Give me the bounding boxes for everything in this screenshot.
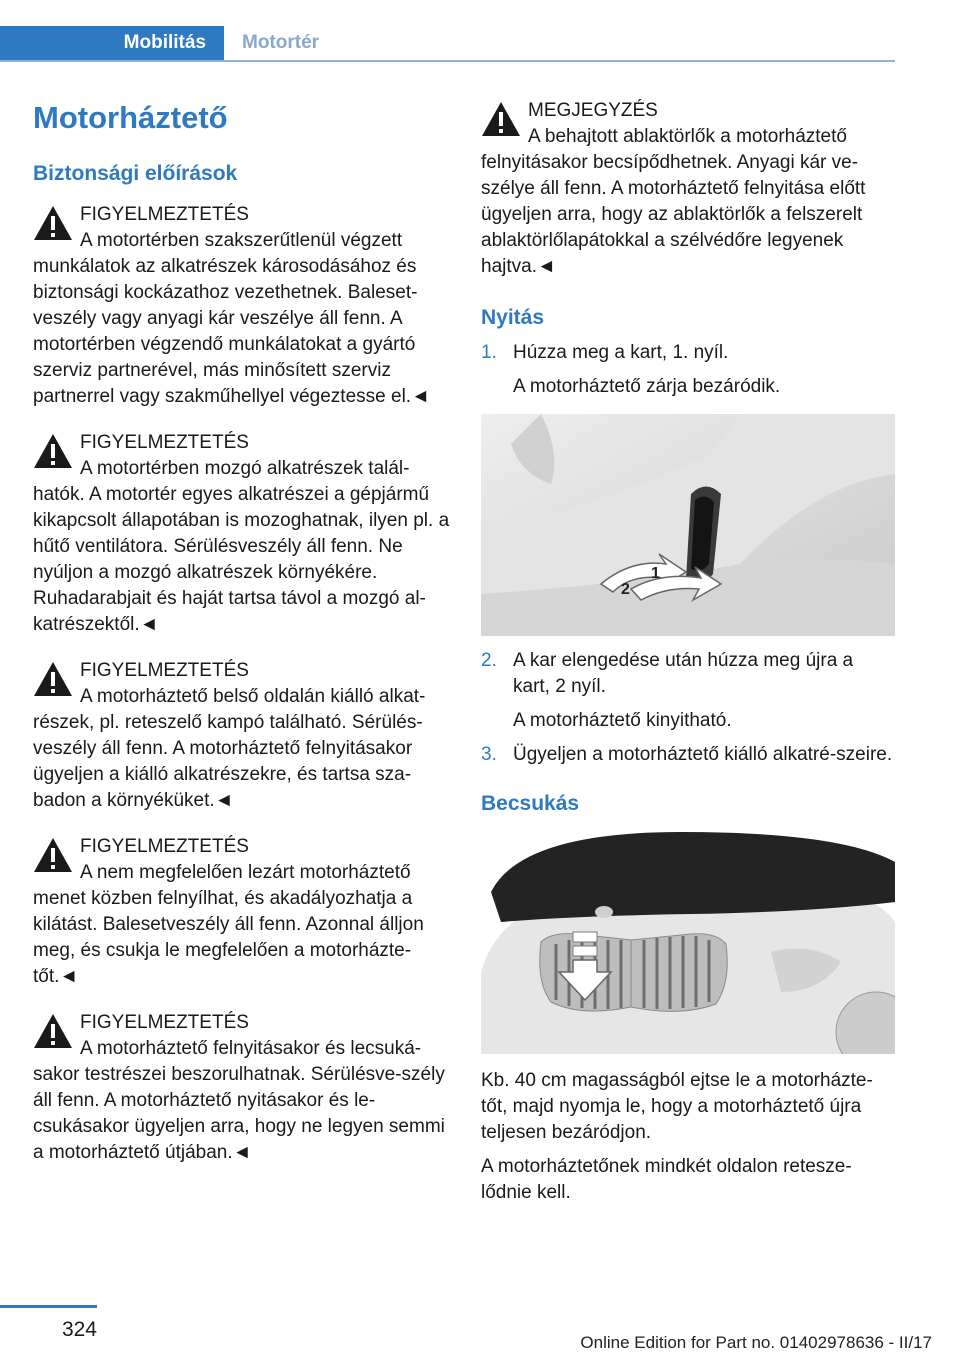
warning-triangle-icon xyxy=(33,205,73,241)
section-heading-safety: Biztonsági előírások xyxy=(33,162,238,185)
step-text: Ügyeljen a motorháztető kiálló alkatré-szeire. xyxy=(513,744,893,765)
step-number: 2. xyxy=(481,650,497,671)
warning-text: A motortérben mozgó alkatrészek talál-hatók. A motortér egyes alkatrészei a gépjármű kikapcsolt állapotában is mozoghatnak, ilyen pl. a hűtő ventilátora. Sérülésveszély áll fenn. Ne nyúljon a mozgó alkatrészek környékére. Ruhadarabjait és haját tartsa távol a mozgó al-katrészektől.◄ xyxy=(33,458,450,635)
warning-block-3 xyxy=(33,658,451,814)
closing-hood-image xyxy=(481,832,895,1054)
closing-hood-illustration xyxy=(481,832,895,1054)
tab-motorter[interactable]: Motortér xyxy=(242,32,320,53)
section-heading-opening: Nyitás xyxy=(481,306,545,329)
section-heading-closing: Becsukás xyxy=(481,792,580,815)
note-block xyxy=(481,98,895,280)
warning-block-1 xyxy=(33,202,451,410)
warning-label: FIGYELMEZTETÉS xyxy=(80,1012,249,1033)
warning-triangle-icon xyxy=(33,433,73,469)
header-rule xyxy=(0,60,895,62)
step-result: A motorháztető zárja bezáródik. xyxy=(513,376,781,397)
step-2 xyxy=(481,648,895,734)
page-number: 324 xyxy=(61,1318,97,1341)
header-tabs xyxy=(0,26,895,62)
step-number: 1. xyxy=(481,342,497,363)
warning-text: A motorháztető belső oldalán kiálló alkat-részek, pl. reteszelő kampó található. Sérülés-veszély áll fenn. A motorháztető felnyitásakor ügyeljen a kiálló alkatrészekre, és tartsa sza-badon a környéküket.◄ xyxy=(33,686,426,811)
warning-label: FIGYELMEZTETÉS xyxy=(80,836,249,857)
warning-block-2 xyxy=(33,430,451,638)
figure-label-2: 2 xyxy=(621,581,630,598)
step-number: 3. xyxy=(481,744,497,765)
warning-label: FIGYELMEZTETÉS xyxy=(80,432,249,453)
opening-steps xyxy=(481,340,895,400)
tab-mobilitas[interactable]: Mobilitás xyxy=(0,26,224,60)
page-title: Motorháztető xyxy=(33,100,228,135)
edition-text: Online Edition for Part no. 01402978636 - II/17 xyxy=(580,1333,932,1352)
warning-block-4 xyxy=(33,834,451,990)
hood-release-lever-image xyxy=(481,414,895,636)
opening-steps-continued xyxy=(481,648,895,768)
closing-paragraph-2: A motorháztetőnek mindkét oldalon retesze-lődnie kell. xyxy=(481,1156,852,1203)
warning-block-5 xyxy=(33,1010,451,1166)
warning-triangle-icon xyxy=(33,1013,73,1049)
warning-triangle-icon xyxy=(481,101,521,137)
step-text: A kar elengedése után húzza meg újra a kart, 2 nyíl. xyxy=(513,650,854,697)
step-3 xyxy=(481,742,895,768)
figure-label-1: 1 xyxy=(651,565,660,582)
warning-triangle-icon xyxy=(33,837,73,873)
warning-label: FIGYELMEZTETÉS xyxy=(80,660,249,681)
step-text: Húzza meg a kart, 1. nyíl. xyxy=(513,342,729,363)
warning-text: A motortérben szakszerűtlenül végzett munkálatok az alkatrészek károsodásához és biztonsági kockázathoz vezethetnek. Baleset-veszély vagy anyagi kár veszélye áll fenn. A motortérben végzendő munkálatokat a gyártó szerviz partnerével, más minősített szerviz partnerrel vagy szakműhellyel végeztesse el.◄ xyxy=(33,230,430,407)
right-column xyxy=(481,98,895,1206)
note-label: MEGJEGYZÉS xyxy=(528,100,658,121)
closing-paragraph-1: Kb. 40 cm magasságból ejtse le a motorházte-tőt, majd nyomja le, hogy a motorháztető újra teljesen bezáródjon. xyxy=(481,1070,873,1143)
footer-rule xyxy=(0,1305,97,1308)
left-column xyxy=(33,98,451,1166)
note-text: A behajtott ablaktörlők a motorháztető felnyitásakor becsípődhetnek. Anyagi kár ve-szélye áll fenn. A motorháztető felnyitása előtt ügyeljen arra, hogy az ablaktörlők a felszerelt ablaktörlőlapátokkal a szélvédőre legyenek hajtva.◄ xyxy=(481,126,866,277)
warning-triangle-icon xyxy=(33,661,73,697)
step-1 xyxy=(481,340,895,400)
warning-label: FIGYELMEZTETÉS xyxy=(80,204,249,225)
warning-text: A motorháztető felnyitásakor és lecsuká-sakor testrészei beszorulhatnak. Sérülésve-szély áll fenn. A motorháztető nyitásakor és le-csukásakor ügyeljen arra, hogy ne legyen semmi a motorháztető útjában.◄ xyxy=(33,1038,445,1163)
step-result: A motorháztető kinyitható. xyxy=(513,710,732,731)
hood-release-lever-illustration xyxy=(481,414,895,636)
warning-text: A nem megfelelően lezárt motorháztető menet közben felnyílhat, és akadályozhatja a kilátást. Balesetveszély áll fenn. Azonnal álljon meg, és csukja le megfelelően a motorházte-tőt.◄ xyxy=(33,862,424,987)
